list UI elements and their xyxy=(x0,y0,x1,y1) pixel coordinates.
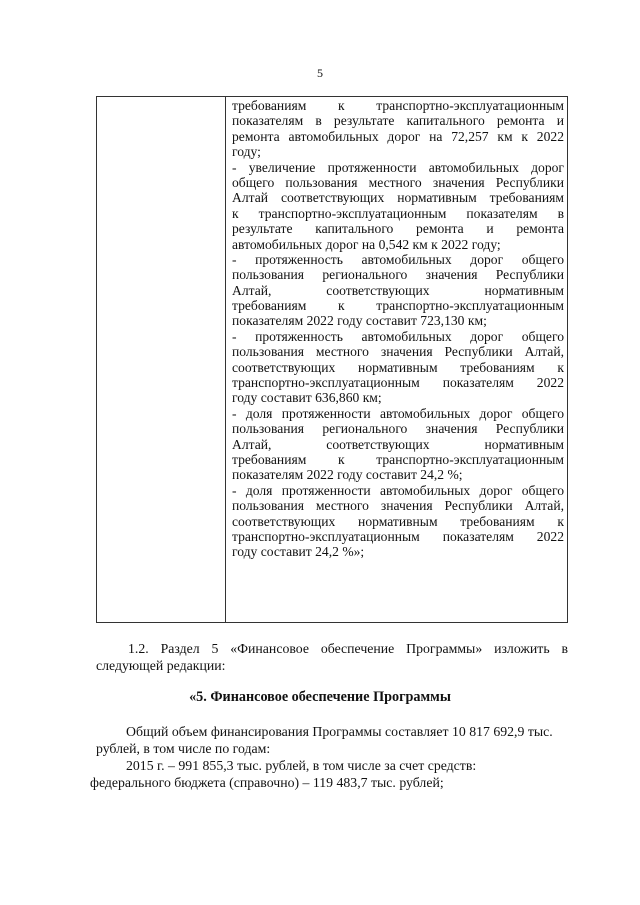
table-cell-line: пользования местного значения Республики Алтай, xyxy=(232,498,564,514)
table-cell-line: автомобильных дорог на 0,542 км к 2022 году; xyxy=(232,236,501,252)
section-heading: «5. Финансовое обеспечение Программы xyxy=(189,689,451,705)
financing-paragraph xyxy=(90,723,598,791)
table-cell-line: Алтай соответствующих нормативным требованиям xyxy=(232,190,564,206)
table-cell-line: показателям 2022 году составит 723,130 км; xyxy=(232,313,487,329)
table-cell-line: требованиям к транспортно-эксплуатационным xyxy=(232,298,564,314)
table-cell-line: транспортно-эксплуатационным показателям 2022 xyxy=(232,375,564,391)
table-cell-line: общего пользования местного значения Республики xyxy=(232,174,564,190)
financing-line2: рублей, в том числе по годам: xyxy=(96,741,271,756)
paragraph-1-2-line1: 1.2. Раздел 5 «Финансовое обеспечение Программы» изложить в xyxy=(128,641,568,656)
table-cell-line: Алтай, соответствующих нормативным xyxy=(232,282,564,298)
table-cell-line: году составит 636,860 км; xyxy=(232,390,382,406)
table-cell-line: - увеличение протяженности автомобильных дорог xyxy=(232,159,564,175)
table-cell-line: показателям в результате капитального ремонта и xyxy=(232,113,564,129)
table-cell-line: - доля протяженности автомобильных дорог общего xyxy=(232,405,564,421)
table-cell-line: соответствующих нормативным требованиям к xyxy=(232,513,564,529)
table-cell-line: результате капитального ремонта и ремонта xyxy=(232,221,564,237)
table-cell-line: Алтай, соответствующих нормативным xyxy=(232,436,564,452)
page-number: 5 xyxy=(317,66,323,80)
table-cell-line: пользования регионального значения Республики xyxy=(232,421,564,437)
table-cell-line: пользования местного значения Республики Алтай, xyxy=(232,344,564,360)
paragraph-1-2 xyxy=(96,640,568,674)
table-cell-line: пользования регионального значения Республики xyxy=(232,267,564,283)
table-cell-line: - протяженность автомобильных дорог общего xyxy=(232,251,564,267)
table-cell-line: требованиям к транспортно-эксплуатационным xyxy=(232,451,564,467)
table-cell-line: году составит 24,2 %»; xyxy=(232,544,365,560)
table-cell-line: транспортно-эксплуатационным показателям 2022 xyxy=(232,528,564,544)
table-cell-line: требованиям к транспортно-эксплуатационным xyxy=(232,98,564,113)
table-cell-line: показателям 2022 году составит 24,2 %; xyxy=(232,467,463,483)
table-column-divider xyxy=(225,96,226,623)
table-cell-line: году; xyxy=(232,144,261,160)
financing-line1: Общий объем финансирования Программы составляет 10 817 692,9 тыс. xyxy=(126,724,553,739)
financing-line4: федерального бюджета (справочно) – 119 483,7 тыс. рублей; xyxy=(90,775,444,790)
table-cell-line: ремонта автомобильных дорог на 72,257 км к 2022 xyxy=(232,128,564,144)
table-cell-line: - протяженность автомобильных дорог общего xyxy=(232,328,564,344)
table-cell-line: к транспортно-эксплуатационным показателям в xyxy=(232,205,564,221)
table-cell-line: соответствующих нормативным требованиям к xyxy=(232,359,564,375)
financing-line3: 2015 г. – 991 855,3 тыс. рублей, в том числе за счет средств: xyxy=(126,758,477,773)
table-cell-line: - доля протяженности автомобильных дорог общего xyxy=(232,482,564,498)
table-cell-text xyxy=(232,98,564,560)
paragraph-1-2-line2: следующей редакции: xyxy=(96,658,226,673)
